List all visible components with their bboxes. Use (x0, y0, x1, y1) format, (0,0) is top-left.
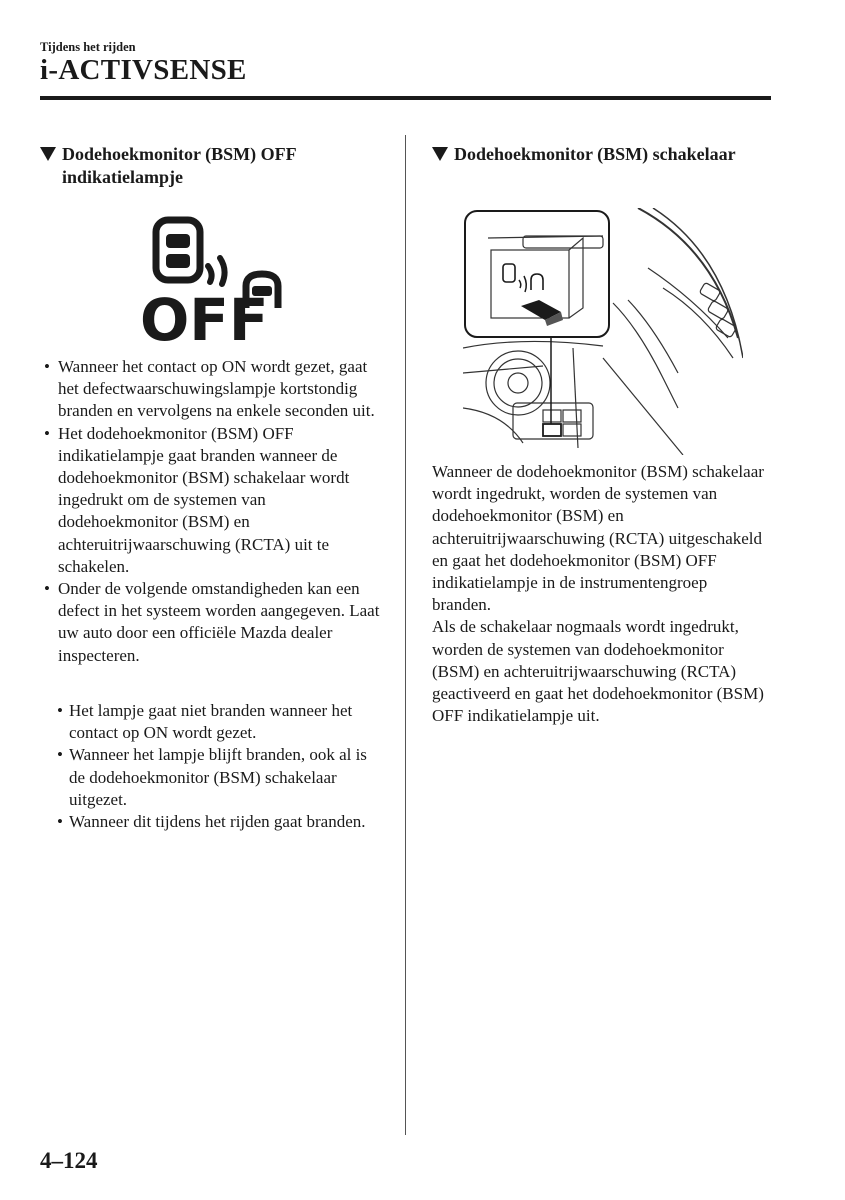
triangle-marker-icon (432, 147, 448, 161)
sub-bullet-list (55, 700, 385, 833)
list-item: • Wanneer het contact op ON wordt gezet, gaat het defectwaarschuwingslampje kortstondig branden en vervolgens na enkele seconden uit. (44, 357, 375, 421)
indicator-off-text: OFF (140, 286, 269, 342)
paragraph: Wanneer de dodehoekmonitor (BSM) schakelaar wordt ingedrukt, worden de systemen van dodehoekmonitor (BSM) en achteruitrijwaarschuwing (RCTA) uitgeschakeld en gaat het dodehoekmonitor (BSM) OFF indikatielampje in de instrumentengroep branden. (432, 462, 764, 615)
list-item: • Het dodehoekmonitor (BSM) OFF indikatielampje gaat branden wanneer de dodehoekmonitor (BSM) schakelaar wordt ingedrukt om de systemen van dodehoekmonitor (BSM) en achteruitrijwaarschuwing (RCTA) uit te schakelen. (44, 423, 350, 576)
bullet-list (42, 356, 387, 667)
triangle-marker-icon (40, 147, 56, 161)
bsm-switch-location-illustration (463, 208, 743, 455)
right-heading-text: Dodehoekmonitor (BSM) schakelaar (454, 144, 736, 164)
section-title: i-ACTIVSENSE (40, 54, 247, 86)
list-item: • Het lampje gaat niet branden wanneer het contact op ON wordt gezet. (57, 701, 353, 743)
right-body-text (432, 461, 767, 727)
list-item: • Wanneer het lampje blijft branden, ook al is de dodehoekmonitor (BSM) schakelaar uitgezet. (57, 745, 367, 809)
right-section-heading (432, 143, 762, 166)
left-heading-text: Dodehoekmonitor (BSM) OFF indikatielampje (62, 144, 296, 187)
left-section-heading (40, 143, 370, 189)
header-rule (40, 96, 771, 100)
paragraph: Als de schakelaar nogmaals wordt ingedrukt, worden de systemen van dodehoekmonitor (BSM) en achteruitrijwaarschuwing (RCTA) geactiveerd en gaat het dodehoekmonitor (BSM) OFF indikatielampje uit. (432, 617, 764, 726)
page-number: 4–124 (40, 1148, 98, 1173)
bsm-off-indicator-icon (138, 216, 284, 342)
list-item: • Wanneer dit tijdens het rijden gaat branden. (57, 812, 366, 832)
column-divider (405, 135, 406, 1135)
list-item: • Onder de volgende omstandigheden kan een defect in het systeem worden aangegeven. Laat uw auto door een officiële Mazda dealer inspecteren. (44, 579, 380, 665)
breadcrumb: Tijdens het rijden (40, 40, 136, 54)
